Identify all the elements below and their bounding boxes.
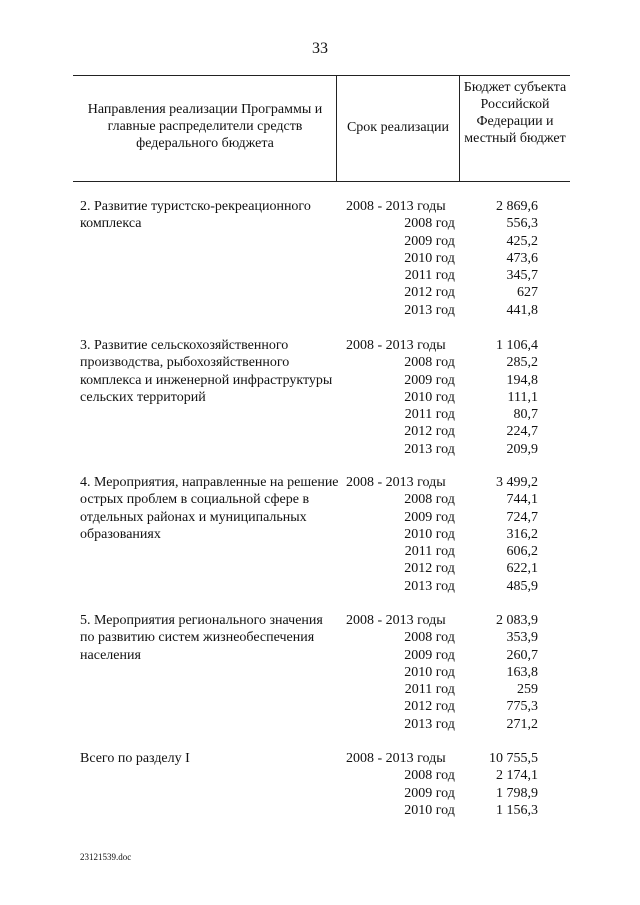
- budget-value-cell: 775,3: [506, 699, 538, 715]
- budget-value-cell: 224,7: [506, 424, 538, 440]
- period-cell: 2012 год: [404, 424, 455, 440]
- budget-value-cell: 606,2: [506, 544, 538, 560]
- period-cell: 2009 год: [404, 509, 455, 525]
- table-row: [340, 698, 540, 715]
- table-header-top-border: [73, 75, 570, 76]
- period-cell: 2009 год: [404, 785, 455, 801]
- table-row: [340, 716, 540, 733]
- table-row: [340, 802, 540, 819]
- budget-value-cell: 260,7: [506, 647, 538, 663]
- table-header-divider-2: [459, 75, 460, 181]
- table-row: [340, 629, 540, 646]
- budget-value-cell: 441,8: [506, 302, 538, 318]
- period-cell: 2012 год: [404, 699, 455, 715]
- column-header-period: Срок реализации: [346, 120, 450, 135]
- section-title: 4. Мероприятия, направленные на решение острых проблем в социальной сфере в отдельных районах и муниципальных образованиях: [80, 475, 339, 542]
- budget-value-cell: 3 499,2: [496, 475, 538, 490]
- budget-value-cell: 163,8: [506, 664, 538, 680]
- table-row: [340, 543, 540, 560]
- budget-value-cell: 10 755,5: [489, 751, 538, 766]
- table-row: [340, 785, 540, 802]
- table-row: [340, 389, 540, 406]
- period-cell: 2008 - 2013 годы: [346, 338, 446, 353]
- period-cell: 2013 год: [404, 302, 455, 318]
- period-cell: 2008 год: [404, 768, 455, 784]
- table-row: [340, 578, 540, 595]
- budget-value-cell: 425,2: [506, 233, 538, 249]
- budget-value-cell: 1 106,4: [496, 338, 538, 353]
- period-cell: 2013 год: [404, 578, 455, 594]
- table-row: [340, 681, 540, 698]
- period-cell: 2008 - 2013 годы: [346, 613, 446, 628]
- table-header-divider-1: [336, 75, 337, 181]
- table-row: [340, 509, 540, 526]
- budget-value-cell: 271,2: [506, 716, 538, 732]
- section-title: 5. Мероприятия регионального значения по развитию систем жизнеобеспечения населения: [80, 613, 323, 663]
- table-row: [340, 354, 540, 371]
- budget-value-cell: 2 174,1: [496, 768, 538, 784]
- table-row: [340, 441, 540, 458]
- budget-value-cell: 285,2: [506, 355, 538, 371]
- period-cell: 2008 - 2013 годы: [346, 751, 446, 766]
- period-cell: 2009 год: [404, 647, 455, 663]
- period-cell: 2008 год: [404, 355, 455, 371]
- table-row: [340, 198, 540, 215]
- table-row: [340, 526, 540, 543]
- table-row: [340, 250, 540, 267]
- budget-value-cell: 194,8: [506, 372, 538, 388]
- period-cell: 2008 - 2013 годы: [346, 199, 446, 214]
- budget-value-cell: 556,3: [506, 216, 538, 232]
- budget-value-cell: 485,9: [506, 578, 538, 594]
- period-cell: 2008 - 2013 годы: [346, 475, 446, 490]
- period-cell: 2008 год: [404, 216, 455, 232]
- table-row: [340, 215, 540, 232]
- section-rows: [340, 337, 540, 458]
- period-cell: 2011 год: [404, 544, 455, 560]
- budget-value-cell: 627: [517, 285, 538, 301]
- column-header-budget: Бюджет субъекта Российской Федерации и местный бюджет: [463, 80, 567, 146]
- budget-value-cell: 744,1: [506, 492, 538, 508]
- section-rows: [340, 612, 540, 733]
- budget-value-cell: 473,6: [506, 250, 538, 266]
- period-cell: 2011 год: [404, 682, 455, 698]
- table-row: [340, 647, 540, 664]
- section-rows: [340, 750, 540, 819]
- table-row: [340, 302, 540, 319]
- period-cell: 2008 год: [404, 492, 455, 508]
- table-row: [340, 423, 540, 440]
- budget-value-cell: 2 869,6: [496, 199, 538, 214]
- budget-value-cell: 2 083,9: [496, 613, 538, 628]
- period-cell: 2010 год: [404, 664, 455, 680]
- footer-document-code: 23121539.doc: [80, 852, 132, 862]
- table-row: [340, 750, 540, 767]
- budget-value-cell: 724,7: [506, 509, 538, 525]
- budget-value-cell: 80,7: [513, 407, 538, 423]
- budget-value-cell: 209,9: [506, 441, 538, 457]
- period-cell: 2010 год: [404, 250, 455, 266]
- table-row: [340, 233, 540, 250]
- budget-value-cell: 345,7: [506, 268, 538, 284]
- period-cell: 2009 год: [404, 233, 455, 249]
- period-cell: 2013 год: [404, 716, 455, 732]
- period-cell: 2012 год: [404, 285, 455, 301]
- period-cell: 2010 год: [404, 526, 455, 542]
- period-cell: 2008 год: [404, 630, 455, 646]
- budget-value-cell: 111,1: [507, 389, 538, 405]
- section-title: 2. Развитие туристско-рекреационного комплекса: [80, 199, 311, 232]
- period-cell: 2013 год: [404, 441, 455, 457]
- period-cell: 2012 год: [404, 561, 455, 577]
- budget-value-cell: 1 798,9: [496, 785, 538, 801]
- section-title: Всего по разделу I: [80, 751, 190, 766]
- period-cell: 2010 год: [404, 802, 455, 818]
- period-cell: 2011 год: [404, 268, 455, 284]
- section-title: 3. Развитие сельскохозяйственного производства, рыбохозяйственного комплекса и инженерной инфраструктуры сельских территорий: [80, 338, 333, 405]
- table-row: [340, 767, 540, 784]
- table-row: [340, 372, 540, 389]
- budget-value-cell: 1 156,3: [496, 802, 538, 818]
- table-row: [340, 474, 540, 491]
- page-number: 33: [312, 40, 328, 57]
- table-row: [340, 267, 540, 284]
- section-rows: [340, 198, 540, 319]
- budget-value-cell: 622,1: [506, 561, 538, 577]
- table-row: [340, 284, 540, 301]
- table-header-bottom-border: [73, 181, 570, 182]
- budget-value-cell: 259: [517, 682, 538, 698]
- period-cell: 2010 год: [404, 389, 455, 405]
- section-rows: [340, 474, 540, 595]
- table-row: [340, 612, 540, 629]
- table-row: [340, 337, 540, 354]
- budget-value-cell: 316,2: [506, 526, 538, 542]
- table-row: [340, 491, 540, 508]
- table-row: [340, 406, 540, 423]
- period-cell: 2011 год: [404, 407, 455, 423]
- budget-value-cell: 353,9: [506, 630, 538, 646]
- table-row: [340, 560, 540, 577]
- table-row: [340, 664, 540, 681]
- period-cell: 2009 год: [404, 372, 455, 388]
- column-header-directions: Направления реализации Программы и главные распределители средств федерального бюджета: [87, 102, 323, 151]
